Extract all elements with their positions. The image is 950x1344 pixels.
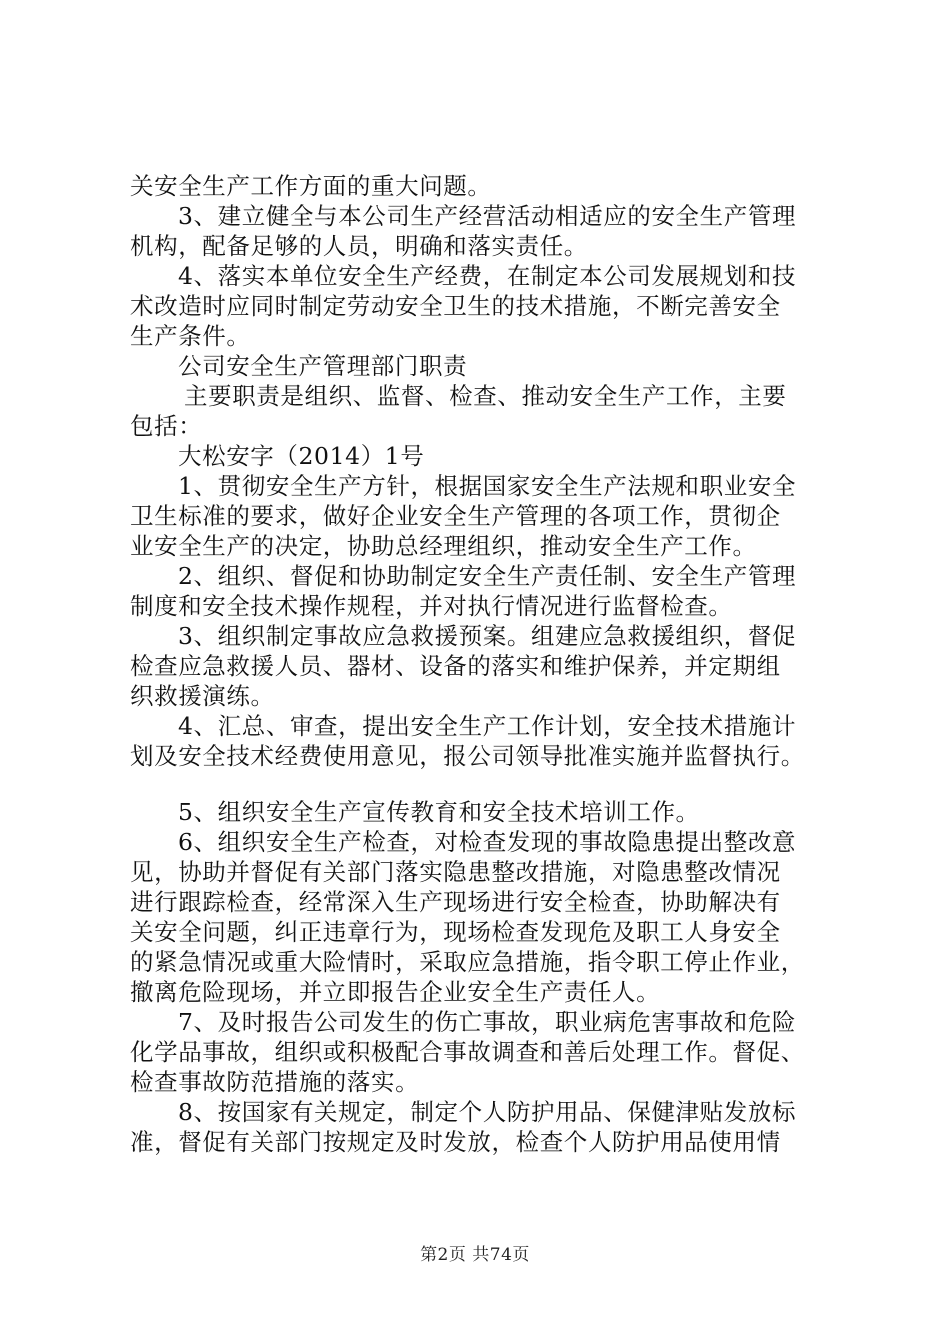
paragraph-line: 1、贯彻安全生产方针，根据国家安全生产法规和职业安全 — [178, 472, 797, 500]
paragraph-line: 化学品事故，组织或积极配合事故调查和善后处理工作。督促、 — [130, 1038, 805, 1066]
paragraph-line: 卫生标准的要求，做好企业安全生产管理的各项工作，贯彻企 — [130, 502, 781, 530]
paragraph-line: 3、组织制定事故应急救援预案。组建应急救援组织，督促 — [178, 622, 797, 650]
paragraph-line: 主要职责是组织、监督、检查、推动安全生产工作，主要 — [184, 382, 787, 410]
paragraph-line: 术改造时应同时制定劳动安全卫生的技术措施，不断完善安全 — [130, 292, 781, 320]
paragraph-line: 进行跟踪检查，经常深入生产现场进行安全检查，协助解决有 — [130, 888, 781, 916]
paragraph-line: 划及安全技术经费使用意见，报公司领导批准实施并监督执行。 — [130, 742, 805, 770]
paragraph-line: 8、按国家有关规定，制定个人防护用品、保健津贴发放标 — [178, 1098, 797, 1126]
paragraph-line: 3、建立健全与本公司生产经营活动相适应的安全生产管理 — [178, 202, 797, 230]
paragraph-line: 5、组织安全生产宣传教育和安全技术培训工作。 — [178, 798, 700, 826]
paragraph-line: 见，协助并督促有关部门落实隐患整改措施，对隐患整改情况 — [130, 858, 781, 886]
page-footer: 第2页 共74页 — [420, 1245, 530, 1265]
document-body — [130, 171, 830, 1157]
paragraph-line: 织救援演练。 — [130, 682, 275, 710]
paragraph-gap — [130, 771, 830, 797]
paragraph-line: 的紧急情况或重大险情时，采取应急措施，指令职工停止作业， — [130, 948, 805, 976]
document-reference: 大松安字（2014）1号 — [178, 442, 425, 470]
paragraph-line: 7、及时报告公司发生的伤亡事故，职业病危害事故和危险 — [178, 1008, 797, 1036]
paragraph-line: 2、组织、督促和协助制定安全生产责任制、安全生产管理 — [178, 562, 797, 590]
paragraph-line: 制度和安全技术操作规程，并对执行情况进行监督检查。 — [130, 592, 733, 620]
paragraph-line: 准，督促有关部门按规定及时发放，检查个人防护用品使用情 — [130, 1128, 781, 1156]
paragraph-line: 撤离危险现场，并立即报告企业安全生产责任人。 — [130, 978, 661, 1006]
paragraph-line: 包括： — [130, 412, 203, 440]
paragraph-line: 业安全生产的决定，协助总经理组织，推动安全生产工作。 — [130, 532, 757, 560]
paragraph-line: 关安全生产工作方面的重大问题。 — [130, 172, 492, 200]
paragraph-line: 6、组织安全生产检查，对检查发现的事故隐患提出整改意 — [178, 828, 797, 856]
paragraph-line: 检查应急救援人员、器材、设备的落实和维护保养，并定期组 — [130, 652, 781, 680]
paragraph-line: 4、汇总、审查，提出安全生产工作计划，安全技术措施计 — [178, 712, 797, 740]
paragraph-line: 4、落实本单位安全生产经费，在制定本公司发展规划和技 — [178, 262, 797, 290]
paragraph-line: 机构，配备足够的人员，明确和落实责任。 — [130, 232, 588, 260]
paragraph-line: 关安全问题，纠正违章行为，现场检查发现危及职工人身安全 — [130, 918, 781, 946]
paragraph-line: 检查事故防范措施的落实。 — [130, 1068, 420, 1096]
paragraph-line: 生产条件。 — [130, 322, 251, 350]
section-heading: 公司安全生产管理部门职责 — [178, 352, 468, 380]
